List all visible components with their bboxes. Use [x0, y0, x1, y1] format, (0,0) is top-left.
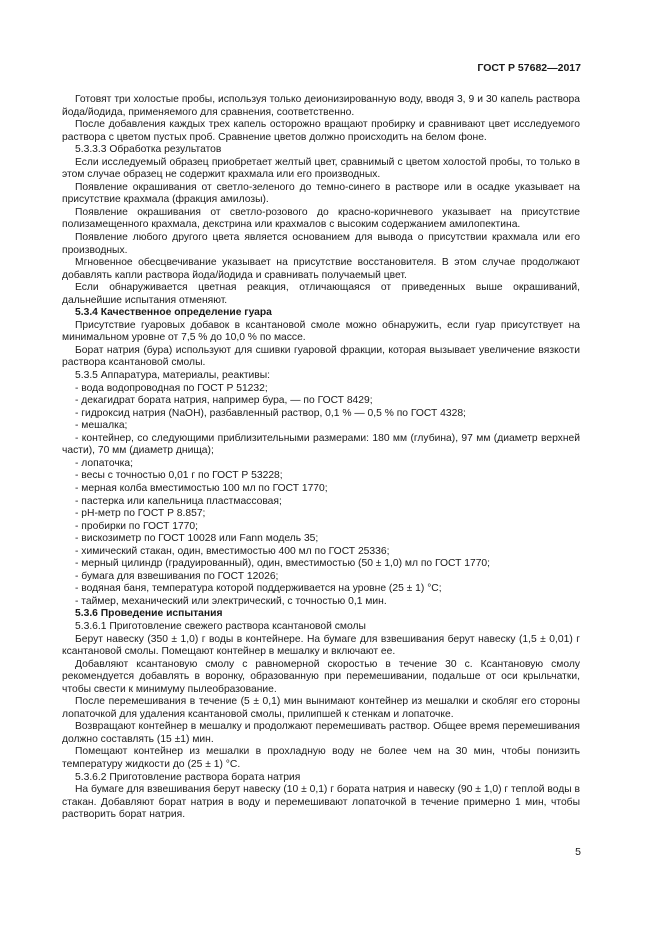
paragraph: Возвращают контейнер в мешалку и продолжают перемешивать раствор. Общее время перемешивания должно составлять (15 ±1) мин. — [62, 721, 580, 745]
paragraph: После добавления каждых трех капель осторожно вращают пробирку и сравнивают цвет исследуемого раствора с цветом пустых проб. Сравнение цветов должно происходить на белом фоне. — [62, 119, 580, 143]
paragraph: Берут навеску (350 ± 1,0) г воды в контейнере. На бумаге для взвешивания берут навеску (1,5 ± 0,01) г ксантановой смолы. Помещают контейнер в мешалку и включают ее. — [62, 633, 580, 658]
section-heading: 5.3.6 Проведение испытания — [75, 608, 223, 620]
paragraph: После перемешивания в течение (5 ± 0,1) мин вынимают контейнер из мешалки и скобляг его стороны лопаточкой для удаления ксантановой смолы, прилипшей к стенкам и лопаточке. — [62, 696, 580, 720]
list-item: - pH-метр по ГОСТ Р 8.857; — [75, 508, 206, 520]
paragraph: Если исследуемый образец приобретает желтый цвет, сравнимый с цветом холостой пробы, то только в этом случае образец не содержит крахмала или его производных. — [62, 156, 580, 181]
list-item: - вода водопроводная по ГОСТ Р 51232; — [75, 382, 268, 394]
clause-heading: 5.3.5 Аппаратура, материалы, реактивы: — [75, 370, 271, 382]
paragraph: Если обнаруживается цветная реакция, отличающаяся от приведенных выше окрашиваний, дальнейшие испытания отменяют. — [62, 282, 580, 306]
section-heading: 5.3.4 Качественное определение гуара — [75, 307, 272, 319]
list-item: - пастерка или капельница пластмассовая; — [75, 495, 282, 507]
clause-heading: 5.3.6.2 Приготовление раствора бората натрия — [75, 771, 301, 783]
list-item: - пробирки по ГОСТ 1770; — [75, 520, 198, 532]
list-item: - химический стакан, один, вместимостью 400 мл по ГОСТ 25336; — [75, 545, 390, 557]
paragraph: Появление любого другого цвета является основанием для вывода о присутствии крахмала или его производных. — [62, 232, 580, 256]
list-item: - мерный цилиндр (градуированный), один, вместимостью (50 ± 1,0) мл по ГОСТ 1770; — [75, 558, 491, 570]
page-number: 5 — [575, 846, 581, 858]
list-item: - гидроксид натрия (NaOH), разбавленный раствор, 0,1 % — 0,5 % по ГОСТ 4328; — [75, 407, 466, 419]
list-item: - вискозиметр по ГОСТ 10028 или Fann модель 35; — [75, 533, 319, 545]
paragraph: Добавляют ксантановую смолу с равномерной скоростью в течение 30 с. Ксантановую смолу рекомендуется добавлять в воронку, образованную при перемешивании, подальше от оси крыльчатки, чтобы свести к минимуму пылеобразование. — [62, 658, 580, 695]
paragraph: Борат натрия (бура) используют для сшивки гуаровой фракции, которая вызывает увеличение вязкости раствора ксантановой смолы. — [62, 344, 580, 369]
paragraph: Появление окрашивания от светло-розового до красно-коричневого указывает на присутствие полизамещенного крахмала, декстрина или крахмалов с высоким содержанием амилопектина. — [62, 206, 580, 231]
paragraph: Помещают контейнер из мешалки в прохладную воду не более чем на 30 мин, чтобы понизить температуру жидкости до (25 ± 1) °С. — [62, 746, 580, 770]
list-item: - мерная колба вместимостью 100 мл по ГОСТ 1770; — [75, 482, 328, 494]
paragraph: Готовят три холостые пробы, используя только деионизированную воду, вводя 3, 9 и 30 капель раствора йода/йодида, применяемого для сравнения, соответственно. — [62, 94, 580, 118]
list-item: - таймер, механический или электрический, с точностью 0,1 мин. — [75, 595, 387, 607]
paragraph: Присутствие гуаровых добавок в ксантановой смоле можно обнаружить, если гуар присутствует на минимальном уровне от 7,5 % до 10,0 % по массе. — [62, 319, 580, 344]
list-item: - водяная баня, температура которой поддерживается на уровне (25 ± 1) °С; — [75, 583, 442, 595]
list-item: - контейнер, со следующими приблизительными размерами: 180 мм (глубина), 97 мм (диаметр верхней части), 70 мм (диаметр днища); — [62, 432, 580, 457]
paragraph: Мгновенное обесцвечивание указывает на присутствие восстановителя. В этом случае продолжают добавлять капли раствора йода/йодида и сравнивать получаемый цвет. — [62, 257, 580, 281]
paragraph: На бумаге для взвешивания берут навеску (10 ± 0,1) г бората натрия и навеску (90 ± 1,0) г теплой воды в стакан. Добавляют борат натрия в воду и перемешивают лопаточкой в течение примерно 1 мин, чтобы растворить борат натрия. — [62, 784, 580, 821]
list-item: - весы с точностью 0,01 г по ГОСТ Р 53228; — [75, 470, 283, 482]
document-body — [62, 94, 580, 822]
document-id: ГОСТ Р 57682—2017 — [477, 62, 581, 74]
clause-heading: 5.3.6.1 Приготовление свежего раствора ксантановой смолы — [75, 620, 366, 632]
list-item: - декагидрат бората натрия, например бура, — по ГОСТ 8429; — [75, 395, 373, 407]
list-item: - мешалка; — [75, 420, 128, 432]
clause-heading: 5.3.3.3 Обработка результатов — [75, 144, 222, 156]
paragraph: Появление окрашивания от светло-зеленого до темно-синего в растворе или в осадке указывает на присутствие крахмала (фракция амилозы). — [62, 181, 580, 206]
list-item: - бумага для взвешивания по ГОСТ 12026; — [75, 570, 279, 582]
list-item: - лопаточка; — [75, 457, 134, 469]
